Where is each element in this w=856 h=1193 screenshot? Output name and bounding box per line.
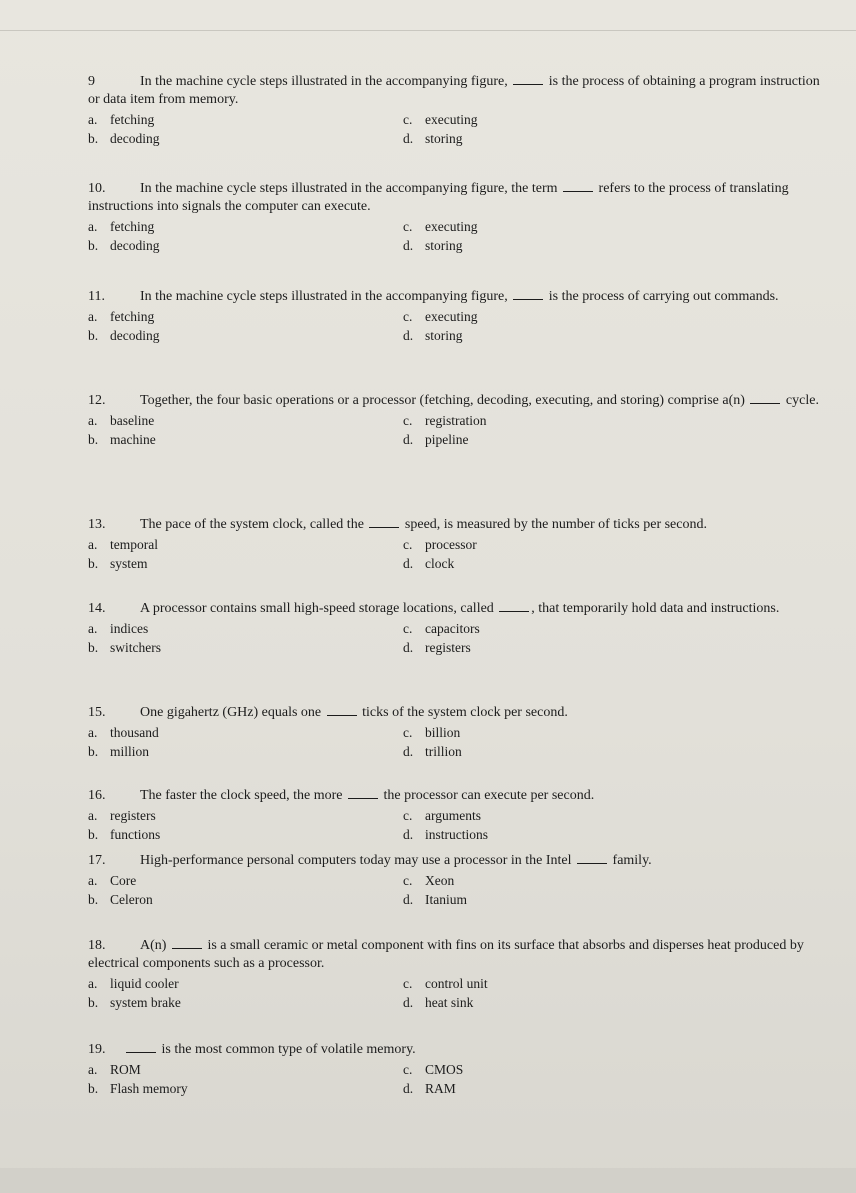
answer-options <box>88 217 823 255</box>
answer-options <box>88 619 823 657</box>
question-stem <box>88 516 823 534</box>
option-a: a. temporal <box>88 537 158 552</box>
option-b: b. Flash memory <box>88 1081 188 1096</box>
option-d: d. trillion <box>403 744 462 759</box>
option-d: d. RAM <box>403 1081 456 1096</box>
question-stem <box>88 180 823 216</box>
answer-blank <box>348 788 378 799</box>
answer-blank <box>126 1042 156 1053</box>
answer-blank <box>327 705 357 716</box>
option-b: b. system brake <box>88 995 181 1010</box>
option-d: d. storing <box>403 328 463 343</box>
option-b: b. Celeron <box>88 892 153 907</box>
question-number: 18. <box>88 938 106 953</box>
question-text-after: refers to the process of translating instructions into signals the computer can execute. <box>88 181 789 214</box>
question-text-before: In the machine cycle steps illustrated in the accompanying figure, <box>140 74 508 89</box>
answer-options <box>88 974 823 1012</box>
answer-blank <box>750 393 780 404</box>
question-14 <box>88 600 823 657</box>
option-a: a. liquid cooler <box>88 976 179 991</box>
question-text-after: family. <box>612 853 652 868</box>
option-b: b. decoding <box>88 328 160 343</box>
question-text-after: , that temporarily hold data and instructions. <box>531 601 780 616</box>
question-stem <box>88 852 823 870</box>
answer-options <box>88 307 823 345</box>
answer-blank <box>577 853 607 864</box>
option-a: a. Core <box>88 873 137 888</box>
question-10 <box>88 180 823 255</box>
option-a: a. baseline <box>88 413 155 428</box>
answer-options <box>88 1060 823 1098</box>
option-c: c. executing <box>403 112 478 127</box>
question-stem <box>88 73 823 109</box>
question-stem <box>88 1041 823 1059</box>
question-number: 11. <box>88 289 105 304</box>
question-stem <box>88 937 823 973</box>
question-text-before: A processor contains small high-speed storage locations, called <box>140 601 494 616</box>
option-b: b. system <box>88 556 148 571</box>
answer-options <box>88 411 823 449</box>
question-text-after: is the process of obtaining a program instruction or data item from memory. <box>88 74 820 107</box>
page-top-edge <box>0 30 856 31</box>
option-a: a. fetching <box>88 219 155 234</box>
option-d: d. registers <box>403 640 471 655</box>
question-number: 13. <box>88 517 106 532</box>
answer-options <box>88 535 823 573</box>
option-d: d. instructions <box>403 827 488 842</box>
question-stem <box>88 787 823 805</box>
option-a: a. thousand <box>88 725 159 740</box>
answer-options <box>88 806 823 844</box>
option-c: c. Xeon <box>403 873 455 888</box>
question-number: 14. <box>88 601 106 616</box>
question-stem <box>88 392 823 410</box>
question-text-after: is the most common type of volatile memory. <box>161 1042 416 1057</box>
option-c: c. executing <box>403 219 478 234</box>
option-a: a. ROM <box>88 1062 141 1077</box>
question-text-after: the processor can execute per second. <box>383 788 595 803</box>
option-c: c. capacitors <box>403 621 480 636</box>
question-stem <box>88 600 823 618</box>
answer-blank <box>499 601 529 612</box>
question-9 <box>88 73 823 148</box>
question-text-before: The faster the clock speed, the more <box>140 788 343 803</box>
option-b: b. machine <box>88 432 156 447</box>
question-text-before: High-performance personal computers today may use a processor in the Intel <box>140 853 572 868</box>
answer-blank <box>369 517 399 528</box>
question-11 <box>88 288 823 345</box>
question-number: 9 <box>88 74 95 89</box>
question-text-before: In the machine cycle steps illustrated in the accompanying figure, the term <box>140 181 558 196</box>
option-c: c. arguments <box>403 808 481 823</box>
question-stem <box>88 704 823 722</box>
question-17 <box>88 852 823 909</box>
option-d: d. pipeline <box>403 432 469 447</box>
page-bottom-edge <box>0 1168 856 1193</box>
option-b: b. decoding <box>88 131 160 146</box>
question-text-after: speed, is measured by the number of ticks per second. <box>404 517 707 532</box>
question-text-before: One gigahertz (GHz) equals one <box>140 705 322 720</box>
question-number: 17. <box>88 853 106 868</box>
answer-options <box>88 110 823 148</box>
question-12 <box>88 392 823 449</box>
answer-blank <box>513 74 543 85</box>
question-16 <box>88 787 823 844</box>
option-d: d. clock <box>403 556 455 571</box>
option-b: b. switchers <box>88 640 161 655</box>
option-c: c. CMOS <box>403 1062 464 1077</box>
question-13 <box>88 516 823 573</box>
question-text-after: cycle. <box>785 393 819 408</box>
question-15 <box>88 704 823 761</box>
option-b: b. decoding <box>88 238 160 253</box>
option-a: a. indices <box>88 621 149 636</box>
question-text-before: In the machine cycle steps illustrated in the accompanying figure, <box>140 289 508 304</box>
question-number: 19. <box>88 1042 106 1057</box>
question-text-before: Together, the four basic operations or a processor (fetching, decoding, executing, and storing) comprise a(n) <box>140 393 745 408</box>
question-18 <box>88 937 823 1012</box>
question-text-before: The pace of the system clock, called the <box>140 517 364 532</box>
option-c: c. registration <box>403 413 487 428</box>
option-c: c. processor <box>403 537 477 552</box>
question-number: 15. <box>88 705 106 720</box>
option-a: a. fetching <box>88 112 155 127</box>
answer-blank <box>563 181 593 192</box>
question-text-after: is the process of carrying out commands. <box>548 289 779 304</box>
option-c: c. billion <box>403 725 461 740</box>
option-a: a. registers <box>88 808 156 823</box>
option-c: c. control unit <box>403 976 488 991</box>
question-text-before: A(n) <box>140 938 167 953</box>
question-number: 16. <box>88 788 106 803</box>
question-19 <box>88 1041 823 1098</box>
question-number: 12. <box>88 393 106 408</box>
answer-blank <box>513 289 543 300</box>
question-text-after: is a small ceramic or metal component with fins on its surface that absorbs and disperses heat produced by electrical components such as a processor. <box>88 938 804 971</box>
answer-options <box>88 723 823 761</box>
question-text-after: ticks of the system clock per second. <box>362 705 568 720</box>
question-number: 10. <box>88 181 106 196</box>
option-b: b. million <box>88 744 150 759</box>
option-d: d. heat sink <box>403 995 474 1010</box>
question-stem <box>88 288 823 306</box>
option-b: b. functions <box>88 827 161 842</box>
answer-blank <box>172 938 202 949</box>
option-d: d. storing <box>403 238 463 253</box>
option-d: d. storing <box>403 131 463 146</box>
option-d: d. Itanium <box>403 892 467 907</box>
option-c: c. executing <box>403 309 478 324</box>
answer-options <box>88 871 823 909</box>
option-a: a. fetching <box>88 309 155 324</box>
